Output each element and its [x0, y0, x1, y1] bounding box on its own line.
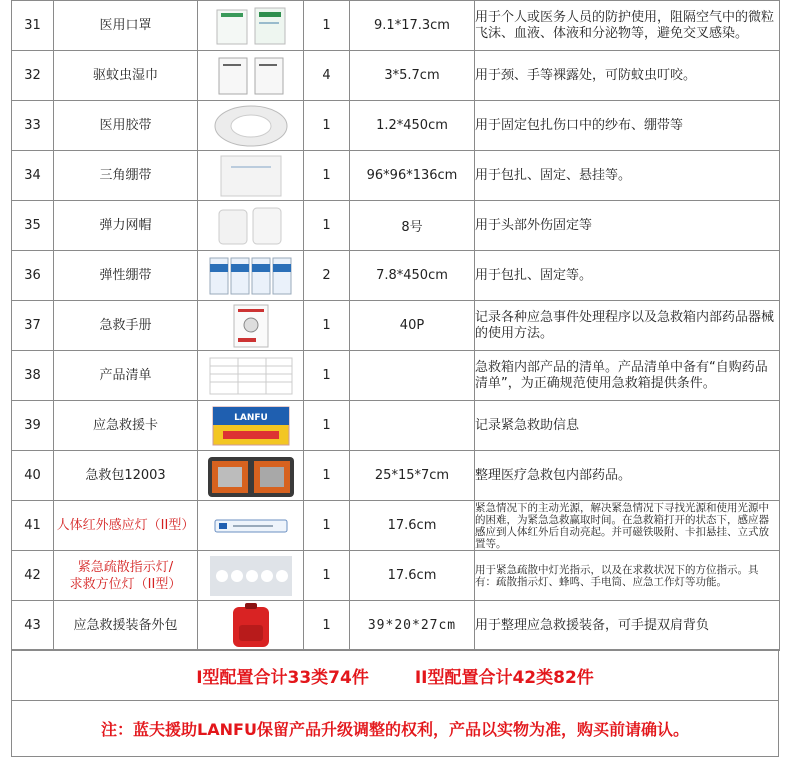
- item-quantity: 1: [304, 151, 350, 201]
- table-row: [12, 201, 780, 251]
- lanfu-logo-text: LANFU: [233, 412, 268, 423]
- item-name: 应急救援装备外包: [54, 601, 198, 651]
- item-name-line2: 求救方位灯（II型）: [69, 576, 182, 592]
- item-name: 产品清单: [54, 351, 198, 401]
- item-quantity: 1: [304, 101, 350, 151]
- item-description: 用于整理应急救援装备，可手提双肩背负: [475, 601, 780, 651]
- item-name: 驱蚊虫湿巾: [54, 51, 198, 101]
- table-row: [12, 1, 780, 51]
- item-description: 急救箱内部产品的清单。产品清单中备有“自购药品清单”，为正确规范使用急救箱提供条件。: [475, 351, 780, 401]
- item-quantity: 2: [304, 251, 350, 301]
- item-quantity: 1: [304, 301, 350, 351]
- row-number: 39: [12, 401, 54, 451]
- item-spec: 1.2*450cm: [350, 101, 475, 151]
- item-spec: [350, 351, 475, 401]
- item-spec: [350, 401, 475, 451]
- product-image-sensor-light: [198, 501, 304, 551]
- item-quantity: 4: [304, 51, 350, 101]
- item-spec: 40P: [350, 301, 475, 351]
- item-quantity: 1: [304, 501, 350, 551]
- item-name: [54, 551, 198, 601]
- item-quantity: 1: [304, 451, 350, 501]
- item-spec: 39*20*27cm: [350, 601, 475, 651]
- table-row: [12, 51, 780, 101]
- product-image-backpack: [198, 601, 304, 651]
- table-row: [12, 401, 780, 451]
- type1-total: I型配置合计33类74件: [196, 667, 369, 688]
- product-image-elastic-bandage: [198, 251, 304, 301]
- item-quantity: 1: [304, 601, 350, 651]
- item-description: 用于包扎、固定等。: [475, 251, 780, 301]
- item-name: 弹力网帽: [54, 201, 198, 251]
- item-description: 用于头部外伤固定等: [475, 201, 780, 251]
- item-spec: 17.6cm: [350, 551, 475, 601]
- item-quantity: 1: [304, 351, 350, 401]
- row-number: 43: [12, 601, 54, 651]
- item-quantity: 1: [304, 201, 350, 251]
- table-row: [12, 101, 780, 151]
- row-number: 40: [12, 451, 54, 501]
- item-description: 记录紧急救助信息: [475, 401, 780, 451]
- item-spec: 3*5.7cm: [350, 51, 475, 101]
- table-row: [12, 551, 780, 601]
- item-spec: 7.8*450cm: [350, 251, 475, 301]
- item-name: 医用胶带: [54, 101, 198, 151]
- item-table: [11, 0, 780, 651]
- product-image-mask: [198, 1, 304, 51]
- item-description: 记录各种应急事件处理程序以及急救箱内部药品器械的使用方法。: [475, 301, 780, 351]
- item-spec: 9.1*17.3cm: [350, 1, 475, 51]
- item-description: 用于包扎、固定、悬挂等。: [475, 151, 780, 201]
- product-image-evacuation-light: [198, 551, 304, 601]
- item-description: 用于固定包扎伤口中的纱布、绷带等: [475, 101, 780, 151]
- product-image-first-aid-bag: [198, 451, 304, 501]
- product-image-net-cap: [198, 201, 304, 251]
- row-number: 36: [12, 251, 54, 301]
- product-image-tape: [198, 101, 304, 151]
- product-image-rescue-card: [198, 401, 304, 451]
- item-quantity: 1: [304, 551, 350, 601]
- row-number: 35: [12, 201, 54, 251]
- row-number: 41: [12, 501, 54, 551]
- row-number: 37: [12, 301, 54, 351]
- item-description: 用于个人或医务人员的防护使用，阻隔空气中的微粒飞沫、血液、体液和分泌物等，避免交叉感染。: [475, 1, 780, 51]
- item-name: 人体红外感应灯（II型）: [54, 501, 198, 551]
- item-quantity: 1: [304, 401, 350, 451]
- item-name: 急救手册: [54, 301, 198, 351]
- type2-total: II型配置合计42类82件: [414, 667, 594, 688]
- item-spec: 8号: [350, 201, 475, 251]
- product-image-checklist: [198, 351, 304, 401]
- item-name: 急救包12003: [54, 451, 198, 501]
- item-description: 用于颈、手等裸露处，可防蚊虫叮咬。: [475, 51, 780, 101]
- row-number: 34: [12, 151, 54, 201]
- table-row: [12, 151, 780, 201]
- item-name: 弹性绷带: [54, 251, 198, 301]
- table-row: [12, 601, 780, 651]
- item-spec: 17.6cm: [350, 501, 475, 551]
- disclaimer-note: 注：蓝夫援助LANFU保留产品升级调整的权利，产品以实物为准，购买前请确认。: [11, 701, 779, 757]
- item-spec: 25*15*7cm: [350, 451, 475, 501]
- row-number: 33: [12, 101, 54, 151]
- item-description: 整理医疗急救包内部药品。: [475, 451, 780, 501]
- configuration-totals: [11, 649, 779, 701]
- row-number: 38: [12, 351, 54, 401]
- row-number: 31: [12, 1, 54, 51]
- table-row: [12, 451, 780, 501]
- item-spec: 96*96*136cm: [350, 151, 475, 201]
- row-number: 42: [12, 551, 54, 601]
- table-row: [12, 301, 780, 351]
- item-name: 应急救援卡: [54, 401, 198, 451]
- product-image-manual: [198, 301, 304, 351]
- item-description: 用于紧急疏散中灯光指示，以及在求救状况下的方位指示。具有：疏散指示灯、蜂鸣、手电筒、应急工作灯等功能。: [475, 551, 780, 601]
- item-name: 三角绷带: [54, 151, 198, 201]
- item-name: 医用口罩: [54, 1, 198, 51]
- product-image-wipes: [198, 51, 304, 101]
- table-row: [12, 251, 780, 301]
- item-description: 紧急情况下的主动光源，解决紧急情况下寻找光源和使用光源中的困难，为紧急急救赢取时间。在急救箱打开的状态下，感应器感应到人体红外后自动亮起。并可磁铁吸附、卡扣悬挂、立式放置等。: [475, 501, 780, 551]
- item-name-line1: 紧急疏散指示灯/: [77, 559, 174, 575]
- table-row: [12, 501, 780, 551]
- table-row: [12, 351, 780, 401]
- product-image-triangle-bandage: [198, 151, 304, 201]
- item-quantity: 1: [304, 1, 350, 51]
- row-number: 32: [12, 51, 54, 101]
